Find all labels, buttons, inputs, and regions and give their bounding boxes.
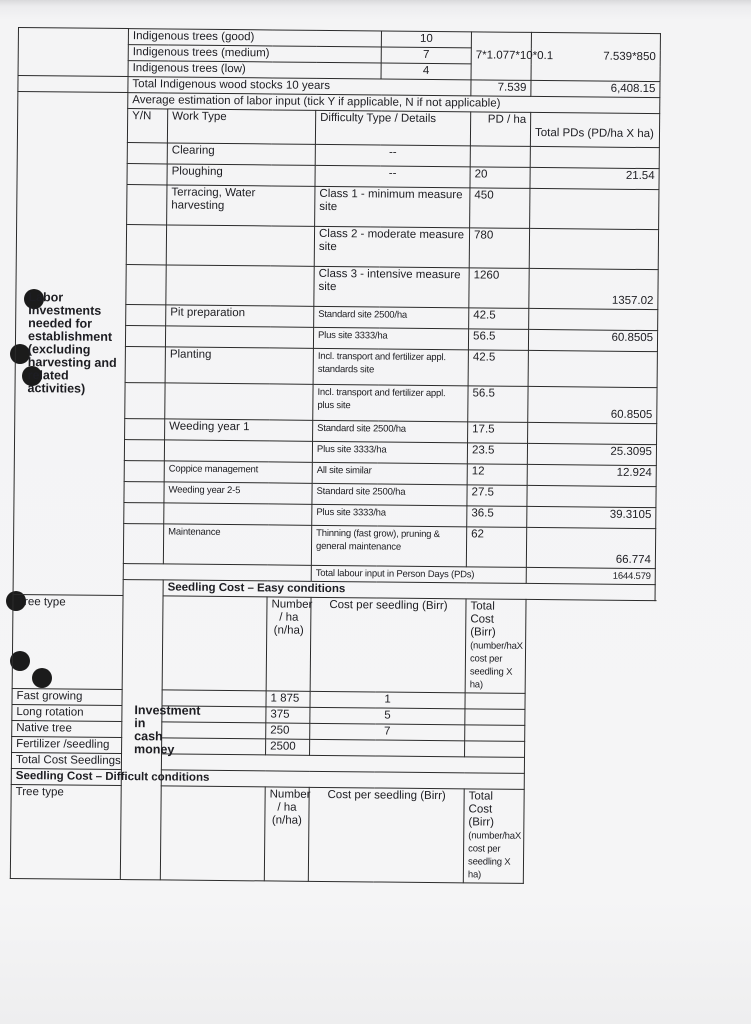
tree-type: Fast growing (12, 688, 266, 706)
yn-cell (124, 440, 164, 461)
tree-type-header: Tree type (10, 784, 265, 880)
blank-cell (123, 564, 311, 582)
stock-label: Indigenous trees (medium) (128, 45, 381, 63)
total-pds (528, 350, 657, 387)
seedling-total (465, 725, 525, 742)
pd-ha: 12 (467, 464, 527, 486)
tree-type: Native tree (12, 720, 266, 738)
stock-value: 7 (381, 47, 471, 64)
total-cost-note: (number/haX cost per seedling X ha) (469, 640, 523, 691)
work-type (165, 383, 313, 420)
difficulty-detail: Standard site 2500/ha (312, 483, 467, 505)
total-pds (529, 308, 658, 330)
total-pds: 25.3095 (527, 443, 656, 465)
difficulty-detail: Standard site 2500/ha (313, 420, 468, 442)
seedling-number: 375 (266, 707, 310, 723)
total-pds: 60.8505 (528, 386, 657, 423)
seedling-total (465, 709, 525, 726)
cost-header: Cost per seedling (Birr) (310, 597, 466, 692)
seedling-total (465, 693, 525, 710)
work-type: Planting (165, 347, 313, 384)
difficulty-detail: Plus site 3333/ha (313, 327, 468, 349)
stock-total-label: Total Indigenous wood stocks 10 years (128, 77, 471, 96)
blank-side-cell (18, 76, 128, 93)
work-type: Ploughing (167, 164, 315, 186)
difficulty-detail: -- (315, 144, 470, 166)
tree-type: Long rotation (12, 704, 266, 722)
total-cost-label: Total Cost (Birr) (470, 600, 496, 639)
difficulty-header: Difficulty Type / Details (315, 110, 470, 145)
total-pds: 39.3105 (527, 506, 656, 528)
seedling-cost: 1 (310, 691, 465, 708)
number-header: Number / ha (n/ha) (264, 787, 309, 881)
pd-ha-header: PD / ha (470, 112, 530, 147)
seedling-total (465, 741, 525, 758)
difficult-header-row (10, 784, 653, 884)
difficult-section-title: Seedling Cost – Difficult conditions (11, 768, 524, 789)
stock-value: 10 (381, 31, 471, 48)
total-pds: 12.924 (527, 464, 656, 486)
difficulty-detail: Thinning (fast grow), pruning & general maintenance (311, 525, 466, 566)
work-type: Terracing, Water harvesting (167, 185, 315, 226)
pd-ha: 36.5 (467, 506, 527, 528)
labor-total-label: Total labour input in Person Days (PDs) (311, 565, 526, 583)
seedling-cost: 7 (310, 723, 465, 740)
pd-ha (470, 146, 530, 168)
pd-ha: 1260 (469, 268, 529, 309)
work-type: Maintenance (163, 524, 311, 565)
yn-cell (127, 164, 167, 185)
seedling-cost: 5 (310, 707, 465, 724)
difficulty-detail: Plus site 3333/ha (312, 441, 467, 463)
pd-ha: 42.5 (469, 308, 529, 330)
seedling-number: 1 875 (266, 691, 310, 707)
yn-cell (127, 143, 167, 164)
work-type: Clearing (167, 143, 315, 165)
seedling-number: 250 (266, 723, 310, 739)
pd-ha: 62 (466, 527, 526, 568)
difficulty-detail: Class 1 - minimum measure site (315, 186, 470, 227)
yn-cell (125, 326, 165, 347)
work-type: Weeding year 2-5 (164, 482, 312, 504)
labor-total-value: 1644.579 (526, 567, 655, 584)
total-pds-header: Total PDs (PD/ha X ha) (530, 112, 659, 147)
total-pds (530, 188, 659, 229)
yn-header: Y/N (127, 109, 167, 143)
blank-side-cell (18, 28, 128, 77)
total-pds: 66.774 (526, 527, 655, 568)
yn-cell (127, 185, 167, 225)
yn-cell (125, 347, 165, 383)
difficulty-detail: Class 2 - moderate measure site (314, 226, 469, 267)
difficulty-detail: All site similar (312, 462, 467, 484)
pd-ha: 27.5 (467, 485, 527, 507)
yn-cell (126, 305, 166, 326)
total-pds: 60.8505 (528, 329, 657, 351)
yn-cell (126, 265, 166, 305)
seedling-number: 2500 (266, 739, 310, 755)
easy-section-title: Seedling Cost – Easy conditions (163, 580, 655, 601)
total-cost-header (463, 789, 524, 884)
seedling-cost (310, 739, 465, 756)
stock-label: Indigenous trees (good) (128, 29, 381, 47)
work-type: Weeding year 1 (165, 419, 313, 441)
yn-cell (126, 225, 166, 265)
work-type: Coppice management (164, 461, 312, 483)
stock-value: 4 (381, 63, 471, 80)
total-pds: 1357.02 (529, 268, 658, 309)
work-type (164, 440, 312, 462)
cost-header: Cost per seedling (Birr) (308, 787, 464, 882)
labor-side-label: Labor Investments needed for establishment (excluding harvesting and related activities) (13, 92, 128, 596)
difficulty-detail: -- (315, 165, 470, 187)
total-cost-note: (number/haX cost per seedling X ha) (467, 830, 522, 881)
easy-header-row (12, 594, 655, 694)
total-pds (530, 146, 659, 168)
total-cost-header (465, 599, 526, 694)
difficulty-detail: Incl. transport and fertilizer appl. plus site (313, 384, 468, 421)
yn-cell (124, 482, 164, 503)
work-type-header: Work Type (167, 109, 315, 144)
total-pds (529, 228, 658, 269)
pd-ha: 56.5 (468, 386, 528, 423)
difficulty-detail: Plus site 3333/ha (312, 504, 467, 526)
cash-side-label: Investment in cash money (120, 580, 163, 880)
pd-ha: 780 (469, 228, 529, 269)
yn-cell (125, 383, 165, 419)
yn-cell (123, 524, 163, 564)
yn-cell (124, 461, 164, 482)
total-seedlings-label: Total Cost Seedlings (11, 752, 524, 773)
difficulty-detail: Class 3 - intensive measure site (314, 266, 469, 307)
pd-ha: 17.5 (468, 422, 528, 444)
stock-label: Indigenous trees (low) (128, 61, 381, 79)
work-type: Pit preparation (166, 305, 314, 327)
number-header: Number / ha (n/ha) (266, 597, 311, 691)
stock-factor: 7*1.077*10*0.1 (471, 32, 531, 81)
stock-total-result: 6,408.15 (531, 80, 660, 97)
work-type (164, 503, 312, 525)
investment-table (10, 27, 661, 885)
difficulty-detail: Standard site 2500/ha (314, 306, 469, 328)
total-pds: 21.54 (530, 167, 659, 189)
stock-total-factor: 7.539 (471, 80, 531, 97)
tree-type-header: Tree type (12, 594, 267, 690)
total-cost-label: Total Cost (Birr) (468, 790, 495, 829)
difficulty-detail: Incl. transport and fertilizer appl. standards site (313, 348, 468, 385)
pd-ha: 42.5 (468, 350, 528, 387)
pd-ha: 56.5 (468, 329, 528, 351)
labor-section-title: Average estimation of labor input (tick Y if applicable, N if not applicable) (128, 93, 660, 114)
yn-cell (124, 503, 164, 524)
pd-ha: 23.5 (467, 443, 527, 465)
pd-ha: 20 (470, 167, 530, 189)
total-pds (528, 422, 657, 444)
work-type (166, 265, 314, 306)
yn-cell (125, 419, 165, 440)
total-pds (527, 485, 656, 507)
pd-ha: 450 (470, 188, 530, 229)
stock-result: 7.539*850 (531, 32, 660, 81)
tree-type: Fertilizer /seedling (12, 736, 266, 754)
work-type (165, 326, 313, 348)
work-type (166, 225, 314, 266)
